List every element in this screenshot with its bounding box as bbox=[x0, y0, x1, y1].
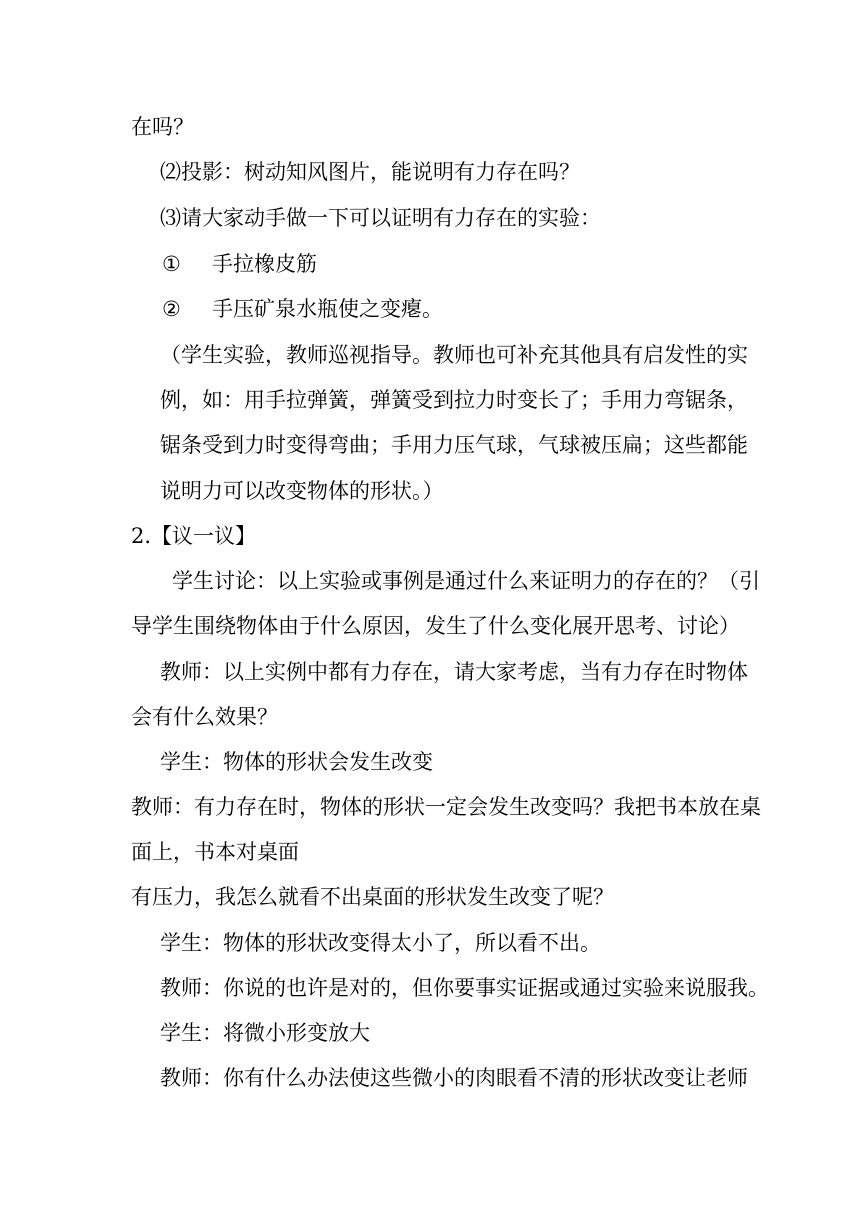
text-line-teacher-1-cont: 会有什么效果？ bbox=[131, 705, 278, 729]
text-line-teacher-1: 教师：以上实例中都有力存在，请大家考虑，当有力存在时物体 bbox=[160, 660, 748, 684]
text-line-teacher-2-cont-1: 面上，书本对桌面 bbox=[131, 840, 299, 864]
text-line-note-2: 例，如：用手拉弹簧，弹簧受到拉力时变长了；手用力弯锯条， bbox=[160, 388, 748, 412]
text-line-student-1: 学生：物体的形状会发生改变 bbox=[160, 750, 433, 774]
text-line-student-3: 学生：将微小形变放大 bbox=[160, 1021, 370, 1045]
text-line-note-4: 说明力可以改变物体的形状。） bbox=[160, 479, 444, 503]
text-line-projection: ⑵投影：树动知风图片，能说明有力存在吗？ bbox=[160, 160, 580, 184]
section-heading-discuss: 2.【议一议】 bbox=[131, 524, 257, 548]
list-item-1: 手拉橡皮筋 bbox=[212, 252, 317, 276]
text-line-continuation: 在吗？ bbox=[131, 115, 194, 139]
text-line-note-1: （学生实验，教师巡视指导。教师也可补充其他具有启发性的实 bbox=[160, 343, 748, 367]
list-marker-2: ② bbox=[162, 297, 181, 321]
text-line-note-3: 锯条受到力时变得弯曲；手用力压气球，气球被压扁；这些都能 bbox=[160, 433, 748, 457]
text-line-teacher-4: 教师：你有什么办法使这些微小的肉眼看不清的形状改变让老师 bbox=[160, 1066, 748, 1090]
text-line-student-2: 学生：物体的形状改变得太小了，所以看不出。 bbox=[160, 931, 601, 955]
text-line-discussion-1: 学生讨论：以上实验或事例是通过什么来证明力的存在的？（引 bbox=[172, 569, 760, 593]
list-marker-1: ① bbox=[162, 252, 181, 276]
text-line-teacher-2-cont-2: 有压力，我怎么就看不出桌面的形状发生改变了呢？ bbox=[131, 885, 614, 909]
text-line-teacher-3: 教师：你说的也许是对的，但你要事实证据或通过实验来说服我。 bbox=[160, 976, 769, 1000]
text-line-discussion-2: 导学生围绕物体由于什么原因，发生了什么变化展开思考、讨论） bbox=[131, 614, 740, 638]
list-item-2: 手压矿泉水瓶使之变瘪。 bbox=[212, 297, 443, 321]
text-line-experiment-prompt: ⑶请大家动手做一下可以证明有力存在的实验： bbox=[160, 206, 601, 230]
text-line-teacher-2: 教师：有力存在时，物体的形状一定会发生改变吗？我把书本放在桌 bbox=[131, 795, 761, 819]
